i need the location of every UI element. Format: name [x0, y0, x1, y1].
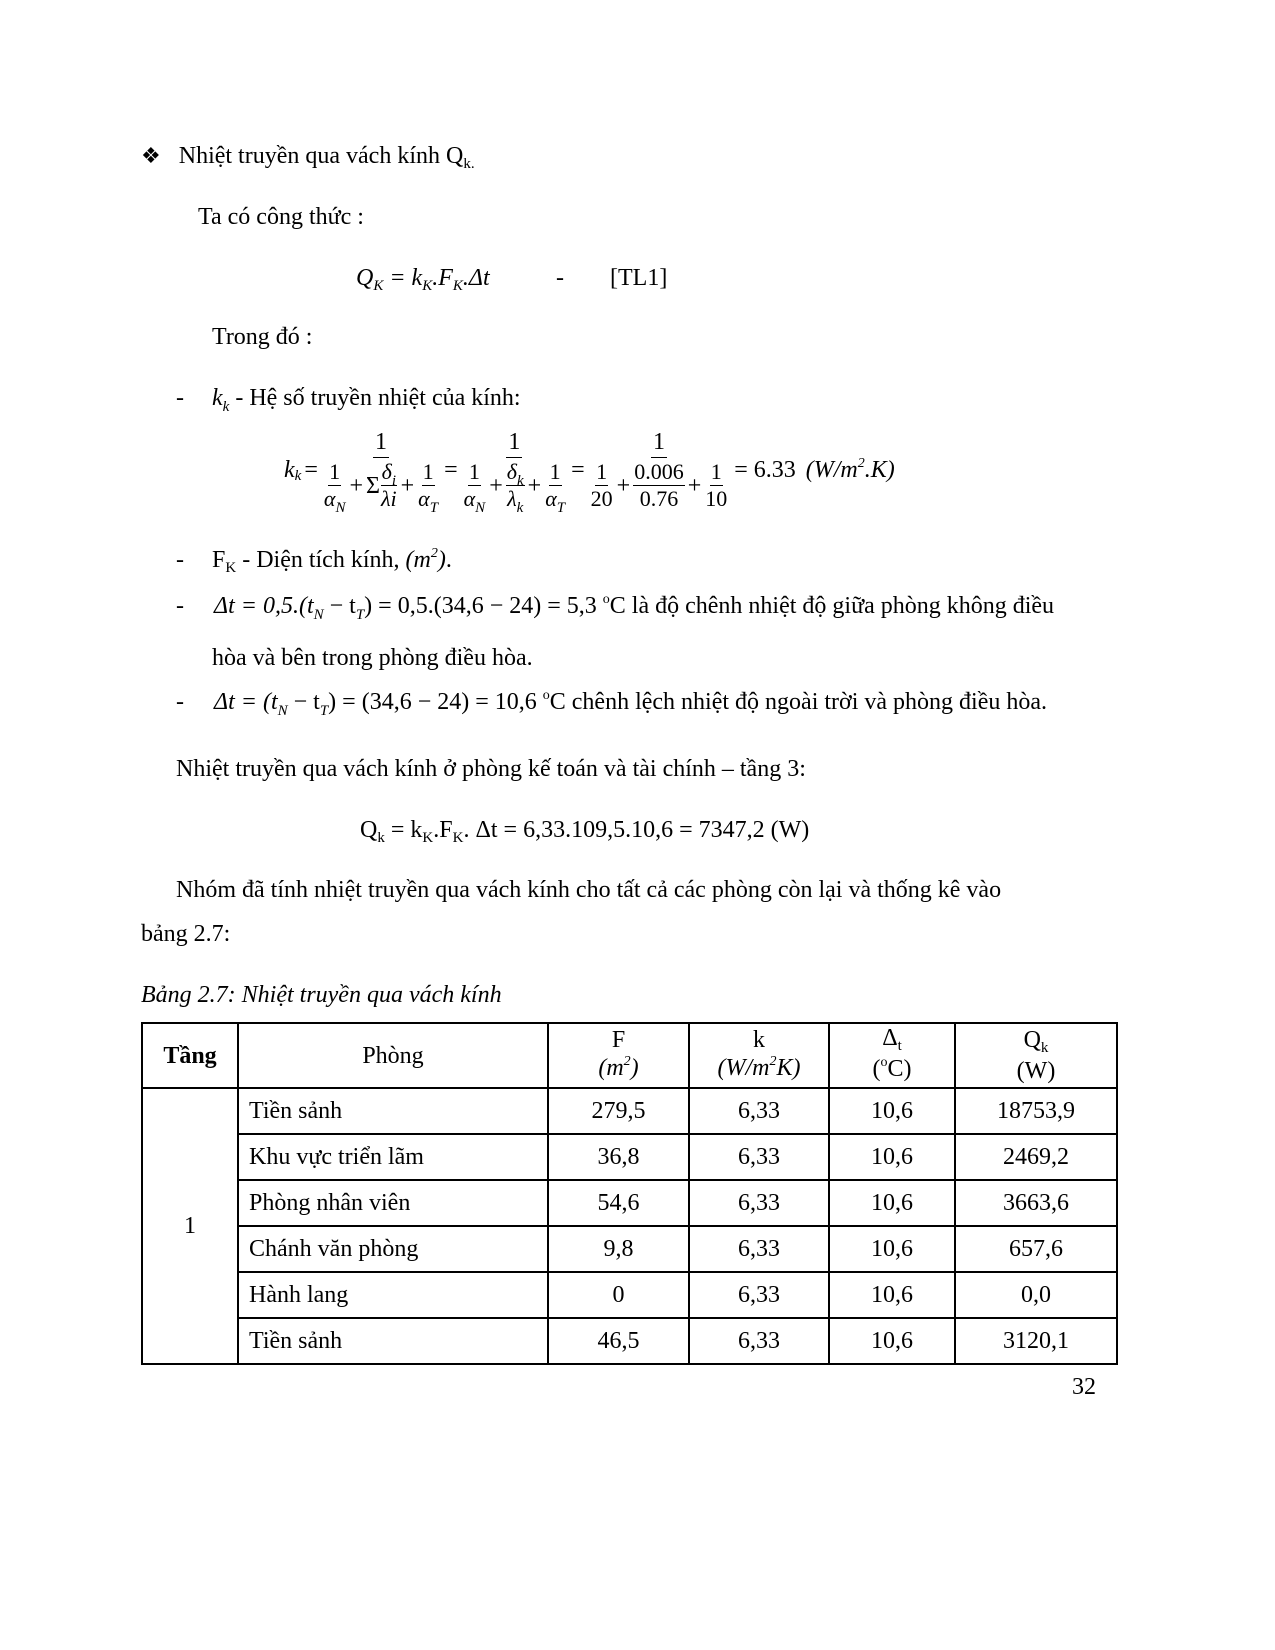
page-number: 32 — [1072, 1374, 1096, 1400]
k-cell: 6,33 — [689, 1226, 829, 1272]
main-formula: $Q_K = k_K.F_K.\Delta t$ — [356, 265, 490, 294]
bullet-dash-3: - — [176, 593, 184, 619]
table-row — [142, 1180, 1117, 1226]
q-cell: 2469,2 — [955, 1134, 1117, 1180]
k-cell: 6,33 — [689, 1272, 829, 1318]
kk-equation: k k = 1 $\frac{1}{\alpha_N}$ + Σ $\frac{\delta_i}{\lambda i}$ + $\frac{1}{\alpha_T}$ = 1 $\frac{1}{\alpha_N}$ + $\frac{\delta_k}{\lambda_k}$ + $\frac{1}{\alpha_T}$ = 1 $\frac{1}{20}$ + $\frac{0.006}{0.76}$ + $\frac{1}{10}$ = 6.33 $(W/m^2.K)$ — [284, 429, 895, 516]
q-cell: 657,6 — [955, 1226, 1117, 1272]
header-q: $Q_k$ (W) — [955, 1023, 1117, 1088]
where-label: Trong đó : — [212, 324, 313, 350]
kk-fraction-3: 1 $\frac{1}{20}$ + $\frac{0.006}{0.76}$ + $\frac{1}{10}$ — [590, 429, 728, 511]
example-formula: $Q_k = k_K.F_K$. Δt = 6,33.109,5.10,6 = 7347,2 (W) — [360, 817, 810, 846]
table-row — [142, 1226, 1117, 1272]
room-cell: Khu vực triển lãm — [238, 1134, 548, 1180]
diamond-bullet-icon: ❖ — [141, 143, 161, 168]
f-cell: 279,5 — [548, 1088, 689, 1134]
table-header-row — [142, 1023, 1117, 1088]
bullet-dash-4: - — [176, 689, 184, 715]
bullet-dash-2: - — [176, 547, 184, 573]
k-cell: 6,33 — [689, 1134, 829, 1180]
f-cell: 36,8 — [548, 1134, 689, 1180]
formula-dash: - — [556, 265, 564, 291]
paragraph-line-1: Nhóm đã tính nhiệt truyền qua vách kính cho tất cả các phòng còn lại và thống kê vào — [176, 877, 1002, 903]
kk-unit: $(W/m^2.K)$ — [805, 456, 895, 483]
section-heading — [141, 143, 475, 172]
table-row — [142, 1088, 1117, 1134]
table-row — [142, 1134, 1117, 1180]
header-floor: Tầng — [142, 1023, 238, 1088]
table-row — [142, 1318, 1117, 1364]
q-cell: 3663,6 — [955, 1180, 1117, 1226]
f-cell: 9,8 — [548, 1226, 689, 1272]
dt-cell: 10,6 — [829, 1088, 955, 1134]
header-f: F $(m^2)$ — [548, 1023, 689, 1088]
header-room: Phòng — [238, 1023, 548, 1088]
f-cell: 0 — [548, 1272, 689, 1318]
kk-fraction-1: 1 $\frac{1}{\alpha_N}$ + Σ $\frac{\delta_i}{\lambda i}$ + $\frac{1}{\alpha_T}$ — [323, 429, 439, 516]
room-cell: Tiền sảnh — [238, 1088, 548, 1134]
floor-cell: 1 — [142, 1088, 238, 1364]
k-cell: 6,33 — [689, 1180, 829, 1226]
dt-cell: 10,6 — [829, 1226, 955, 1272]
dt-cell: 10,6 — [829, 1272, 955, 1318]
formula-reference: [TL1] — [610, 265, 668, 291]
k-cell: 6,33 — [689, 1088, 829, 1134]
q-cell: 18753,9 — [955, 1088, 1117, 1134]
header-dt: $\Delta_t$ ($^o$C) — [829, 1023, 955, 1088]
dt-cell: 10,6 — [829, 1318, 955, 1364]
k-cell: 6,33 — [689, 1318, 829, 1364]
def-dt2: $\Delta t = (t_N - t_T) = (34,6 - 24) = 10,6$ $^o$C chênh lệch nhiệt độ ngoài trời và phòng điều hòa. — [214, 688, 1048, 719]
glass-heat-table — [141, 1022, 1118, 1365]
room-cell: Phòng nhân viên — [238, 1180, 548, 1226]
def-dt1: $\Delta t = 0,5.(t_N - t_T) = 0,5.(34,6 - 24) = 5,3$ $^o$C là độ chênh nhiệt độ giữa phòng không điều — [214, 592, 1055, 623]
f-cell: 46,5 — [548, 1318, 689, 1364]
heading-sub: k. — [463, 156, 475, 172]
q-cell: 0,0 — [955, 1272, 1117, 1318]
example-text: Nhiệt truyền qua vách kính ở phòng kế toán và tài chính – tầng 3: — [176, 756, 806, 782]
header-k: k $(W/m^2K)$ — [689, 1023, 829, 1088]
bullet-dash-1: - — [176, 385, 184, 411]
table-row — [142, 1272, 1117, 1318]
table-caption: Bảng 2.7: Nhiệt truyền qua vách kính — [141, 982, 502, 1008]
kk-fraction-2: 1 $\frac{1}{\alpha_N}$ + $\frac{\delta_k}{\lambda_k}$ + $\frac{1}{\alpha_T}$ — [463, 429, 566, 516]
dt-cell: 10,6 — [829, 1180, 955, 1226]
def-dt1-cont: hòa và bên trong phòng điều hòa. — [212, 645, 533, 671]
f-cell: 54,6 — [548, 1180, 689, 1226]
kk-result: = 6.33 — [734, 457, 796, 483]
room-cell: Tiền sảnh — [238, 1318, 548, 1364]
intro-text: Ta có công thức : — [198, 204, 364, 230]
paragraph-line-2: bảng 2.7: — [141, 921, 231, 947]
def-f: $F_K$ - Diện tích kính, $(m^2)$. — [212, 546, 452, 576]
def-k: $k_k$ - Hệ số truyền nhiệt của kính: — [212, 385, 521, 415]
room-cell: Chánh văn phòng — [238, 1226, 548, 1272]
q-cell: 3120,1 — [955, 1318, 1117, 1364]
dt-cell: 10,6 — [829, 1134, 955, 1180]
room-cell: Hành lang — [238, 1272, 548, 1318]
heading-text: Nhiệt truyền qua vách kính Q — [178, 143, 464, 169]
